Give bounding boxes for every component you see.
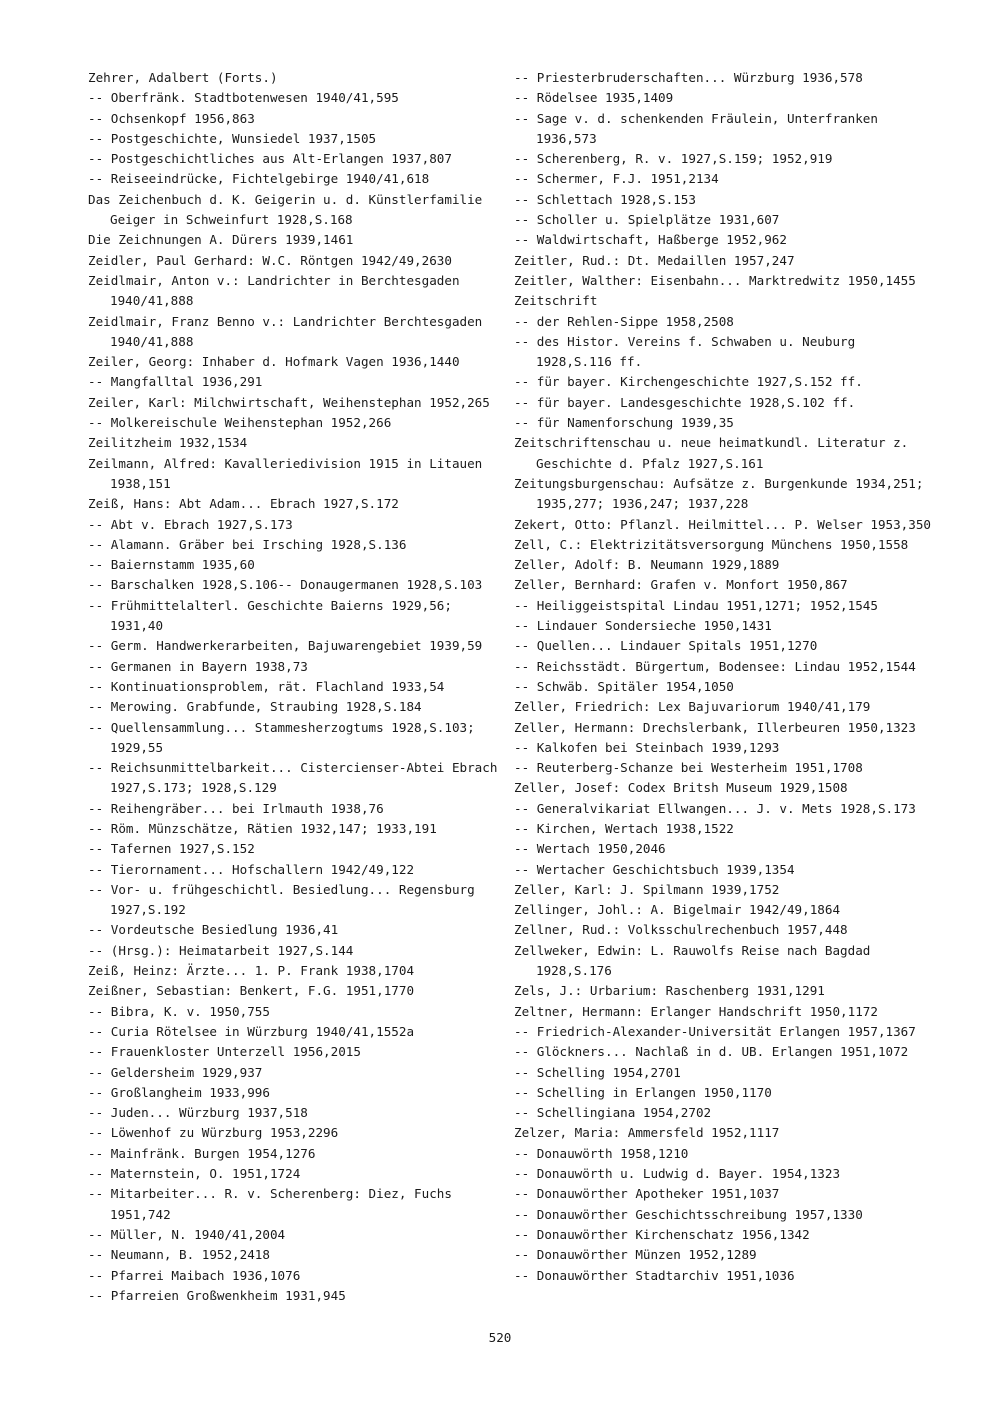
index-entry: -- Maternstein, O. 1951,1724 [88,1166,301,1182]
index-entry: Zeller, Bernhard: Grafen v. Monfort 1950,867 [514,577,848,593]
index-entry: -- Germanen in Bayern 1938,73 [88,658,308,674]
index-entry: -- für Namenforschung 1939,35 [514,415,734,431]
index-entry: -- Donauwörther Münzen 1952,1289 [514,1247,757,1263]
index-entry: -- Pfarreien Großwenkheim 1931,945 [88,1287,346,1303]
index-entry: Zehrer, Adalbert (Forts.) [88,70,278,85]
index-entry: Zeiß, Heinz: Ärzte... 1. P. Frank 1938,1704 [88,963,415,979]
index-entry: Zeidlmair, Franz Benno v.: Landrichter Berchtesgaden 1940/41,888 [88,313,490,349]
index-entry: Zeiler, Georg: Inhaber d. Hofmark Vagen 1936,1440 [88,354,460,370]
index-entry: Zeitschriftenschau u. neue heimatkundl. Literatur z. Geschichte d. Pfalz 1927,S.161 [514,435,916,471]
index-entry: Zeller, Adolf: B. Neumann 1929,1889 [514,557,780,573]
index-entry: -- Germ. Handwerkerarbeiten, Bajuwarengebiet 1939,59 [88,638,483,654]
index-entry: -- Pfarrei Maibach 1936,1076 [88,1267,301,1283]
index-entry: -- Schermer, F.J. 1951,2134 [514,171,719,187]
index-entry: -- Barschalken 1928,S.106-- Donaugermanen 1928,S.103 [88,577,483,593]
index-entry: Zeitler, Rud.: Dt. Medaillen 1957,247 [514,252,795,268]
index-entry: -- Röm. Münzschätze, Rätien 1932,147; 1933,191 [88,820,437,836]
left-column [88,68,506,1306]
index-entry: -- Großlangheim 1933,996 [88,1084,270,1100]
index-entry: -- Neumann, B. 1952,2418 [88,1247,270,1263]
index-entry: -- Donauwörther Stadtarchiv 1951,1036 [514,1267,795,1283]
index-entry: -- Tafernen 1927,S.152 [88,841,255,857]
index-entry: Zeller, Hermann: Drechslerbank, Illerbeuren 1950,1323 [514,719,916,735]
index-entry: -- Schelling 1954,2701 [514,1064,681,1080]
index-entry: Zeidler, Paul Gerhard: W.C. Röntgen 1942/49,2630 [88,252,452,268]
index-entry: -- Schlettach 1928,S.153 [514,191,696,207]
index-entry: -- Schwäb. Spitäler 1954,1050 [514,678,734,694]
index-entry: -- Abt v. Ebrach 1927,S.173 [88,516,293,532]
index-entry: Zell, C.: Elektrizitätsversorgung Münchens 1950,1558 [514,536,909,552]
index-entry: Zeitungsburgenschau: Aufsätze z. Burgenkunde 1934,251; 1935,277; 1936,247; 1937,228 [514,475,932,512]
index-entry: -- Reuterberg-Schanze bei Westerheim 1951,1708 [514,760,863,776]
index-entry: -- Donauwörther Kirchenschatz 1956,1342 [514,1226,810,1242]
index-entry: Zeiler, Karl: Milchwirtschaft, Weihenstephan 1952,265 [88,394,490,410]
index-entry: -- Schelling in Erlangen 1950,1170 [514,1084,772,1100]
index-entry: -- Wertacher Geschichtsbuch 1939,1354 [514,861,795,877]
index-entry: Zeltner, Hermann: Erlanger Handschrift 1950,1172 [514,1003,878,1019]
index-entry: -- Donauwörth 1958,1210 [514,1145,689,1161]
index-entry: -- Ochsenkopf 1956,863 [88,110,255,126]
index-entry: Die Zeichnungen A. Dürers 1939,1461 [88,232,354,248]
index-entry: Zellinger, Johl.: A. Bigelmair 1942/49,1864 [514,902,841,918]
index-entry: Zellner, Rud.: Volksschulrechenbuch 1957,448 [514,922,848,938]
index-entry: -- Löwenhof zu Würzburg 1953,2296 [88,1125,339,1141]
index-entry: Zeilitzheim 1932,1534 [88,435,248,451]
index-entry: -- Frauenkloster Unterzell 1956,2015 [88,1044,361,1060]
index-entry: -- Alamann. Gräber bei Irsching 1928,S.136 [88,536,407,552]
index-entry: -- Donauwörther Geschichtsschreibung 1957,1330 [514,1206,863,1222]
index-entry: Zeller, Josef: Codex Britsh Museum 1929,1508 [514,780,848,796]
index-entry: -- (Hrsg.): Heimatarbeit 1927,S.144 [88,942,354,958]
index-entry: -- der Rehlen-Sippe 1958,2508 [514,313,734,329]
index-entry: -- Sage v. d. schenkenden Fräulein, Unterfranken 1936,573 [514,110,886,146]
index-entry: -- Mangfalltal 1936,291 [88,374,263,390]
index-entry: Zeidlmair, Anton v.: Landrichter in Berchtesgaden 1940/41,888 [88,272,468,309]
index-entry: -- für bayer. Kirchengeschichte 1927,S.152 ff. [514,374,863,390]
index-entry: -- Oberfränk. Stadtbotenwesen 1940/41,595 [88,90,399,106]
index-entry: -- Donauwörther Apotheker 1951,1037 [514,1186,780,1202]
index-entry: -- Frühmittelalterl. Geschichte Baierns 1929,56; 1931,40 [88,597,460,634]
index-entry: Zeiß, Hans: Abt Adam... Ebrach 1927,S.172 [88,496,399,512]
index-entry: -- Vordeutsche Besiedlung 1936,41 [88,922,339,938]
index-entry: -- Curia Rötelsee in Würzburg 1940/41,1552a [88,1023,415,1039]
index-entry: -- Wertach 1950,2046 [514,841,666,857]
index-entry: Zeilmann, Alfred: Kavalleriedivision 1915 in Litauen 1938,151 [88,455,490,491]
index-entry: Zeller, Karl: J. Spilmann 1939,1752 [514,881,780,897]
right-column [514,68,934,1286]
index-entry: -- Müller, N. 1940/41,2004 [88,1226,286,1242]
index-entry: -- Mitarbeiter... R. v. Scherenberg: Diez, Fuchs 1951,742 [88,1186,460,1222]
index-entry: Zels, J.: Urbarium: Raschenberg 1931,1291 [514,983,825,999]
index-entry: Zekert, Otto: Pflanzl. Heilmittel... P. Welser 1953,350 [514,516,932,532]
index-entry: -- Kirchen, Wertach 1938,1522 [514,820,734,836]
index-entry: -- Vor- u. frühgeschichtl. Besiedlung... Regensburg 1927,S.192 [88,881,483,918]
index-entry: -- Rödelsee 1935,1409 [514,90,674,106]
index-entry: -- Quellensammlung... Stammesherzogtums 1928,S.103; 1929,55 [88,719,483,755]
index-entry: -- Postgeschichtliches aus Alt-Erlangen 1937,807 [88,151,452,167]
index-entry: Zeißner, Sebastian: Benkert, F.G. 1951,1770 [88,983,415,999]
index-entry: -- Postgeschichte, Wunsiedel 1937,1505 [88,130,377,146]
index-entry: Zelzer, Maria: Ammersfeld 1952,1117 [514,1125,780,1141]
index-entry: -- Kalkofen bei Steinbach 1939,1293 [514,739,780,755]
index-entry: -- Reichsstädt. Bürgertum, Bodensee: Lindau 1952,1544 [514,658,916,674]
index-entry: -- Schellingiana 1954,2702 [514,1105,712,1121]
index-entry: Das Zeichenbuch d. K. Geigerin u. d. Künstlerfamilie Geiger in Schweinfurt 1928,S.168 [88,191,490,228]
index-entry: -- Priesterbruderschaften... Würzburg 1936,578 [514,70,863,85]
index-entry: -- Waldwirtschaft, Haßberge 1952,962 [514,232,787,248]
index-entry: -- Scherenberg, R. v. 1927,S.159; 1952,919 [514,151,833,167]
index-entry: -- Baiernstamm 1935,60 [88,557,255,573]
index-entry: -- Tierornament... Hofschallern 1942/49,122 [88,861,415,877]
index-entry: -- Glöckners... Nachlaß in d. UB. Erlangen 1951,1072 [514,1044,909,1060]
index-entry: -- Heiliggeistspital Lindau 1951,1271; 1952,1545 [514,597,878,613]
page-number: 520 [488,1330,512,1345]
index-entry: -- Kontinuationsproblem, rät. Flachland 1933,54 [88,678,445,694]
index-entry: -- Mainfränk. Burgen 1954,1276 [88,1145,316,1161]
index-entry: -- Bibra, K. v. 1950,755 [88,1003,270,1019]
index-entry: Zeitler, Walther: Eisenbahn... Marktredwitz 1950,1455 [514,272,916,288]
index-entry: -- Generalvikariat Ellwangen... J. v. Mets 1928,S.173 [514,800,916,816]
index-entry: -- für bayer. Landesgeschichte 1928,S.102 ff. [514,394,856,410]
index-entry: -- Merowing. Grabfunde, Straubing 1928,S.184 [88,699,422,715]
index-entry: -- Reichsunmittelbarkeit... Cistercienser-Abtei Ebrach 1927,S.173; 1928,S.129 [88,760,506,796]
index-entry: -- Lindauer Sondersieche 1950,1431 [514,618,772,634]
index-entry: -- Molkereischule Weihenstephan 1952,266 [88,415,392,431]
index-entry: -- Scholler u. Spielplätze 1931,607 [514,212,780,228]
index-entry: -- Juden... Würzburg 1937,518 [88,1105,308,1121]
index-entry: -- Geldersheim 1929,937 [88,1064,263,1080]
index-entry: -- Friedrich-Alexander-Universität Erlangen 1957,1367 [514,1023,916,1039]
index-entry: -- des Histor. Vereins f. Schwaben u. Neuburg 1928,S.116 ff. [514,333,863,370]
index-entry: Zeitschrift [514,293,598,309]
index-entry: -- Quellen... Lindauer Spitals 1951,1270 [514,638,818,654]
index-entry: Zellweker, Edwin: L. Rauwolfs Reise nach Bagdad 1928,S.176 [514,942,878,979]
index-entry: Zeller, Friedrich: Lex Bajuvariorum 1940/41,179 [514,699,871,715]
index-entry: -- Reihengräber... bei Irlmauth 1938,76 [88,800,384,816]
index-entry: -- Donauwörth u. Ludwig d. Bayer. 1954,1323 [514,1166,841,1182]
index-entry: -- Reiseeindrücke, Fichtelgebirge 1940/41,618 [88,171,430,187]
